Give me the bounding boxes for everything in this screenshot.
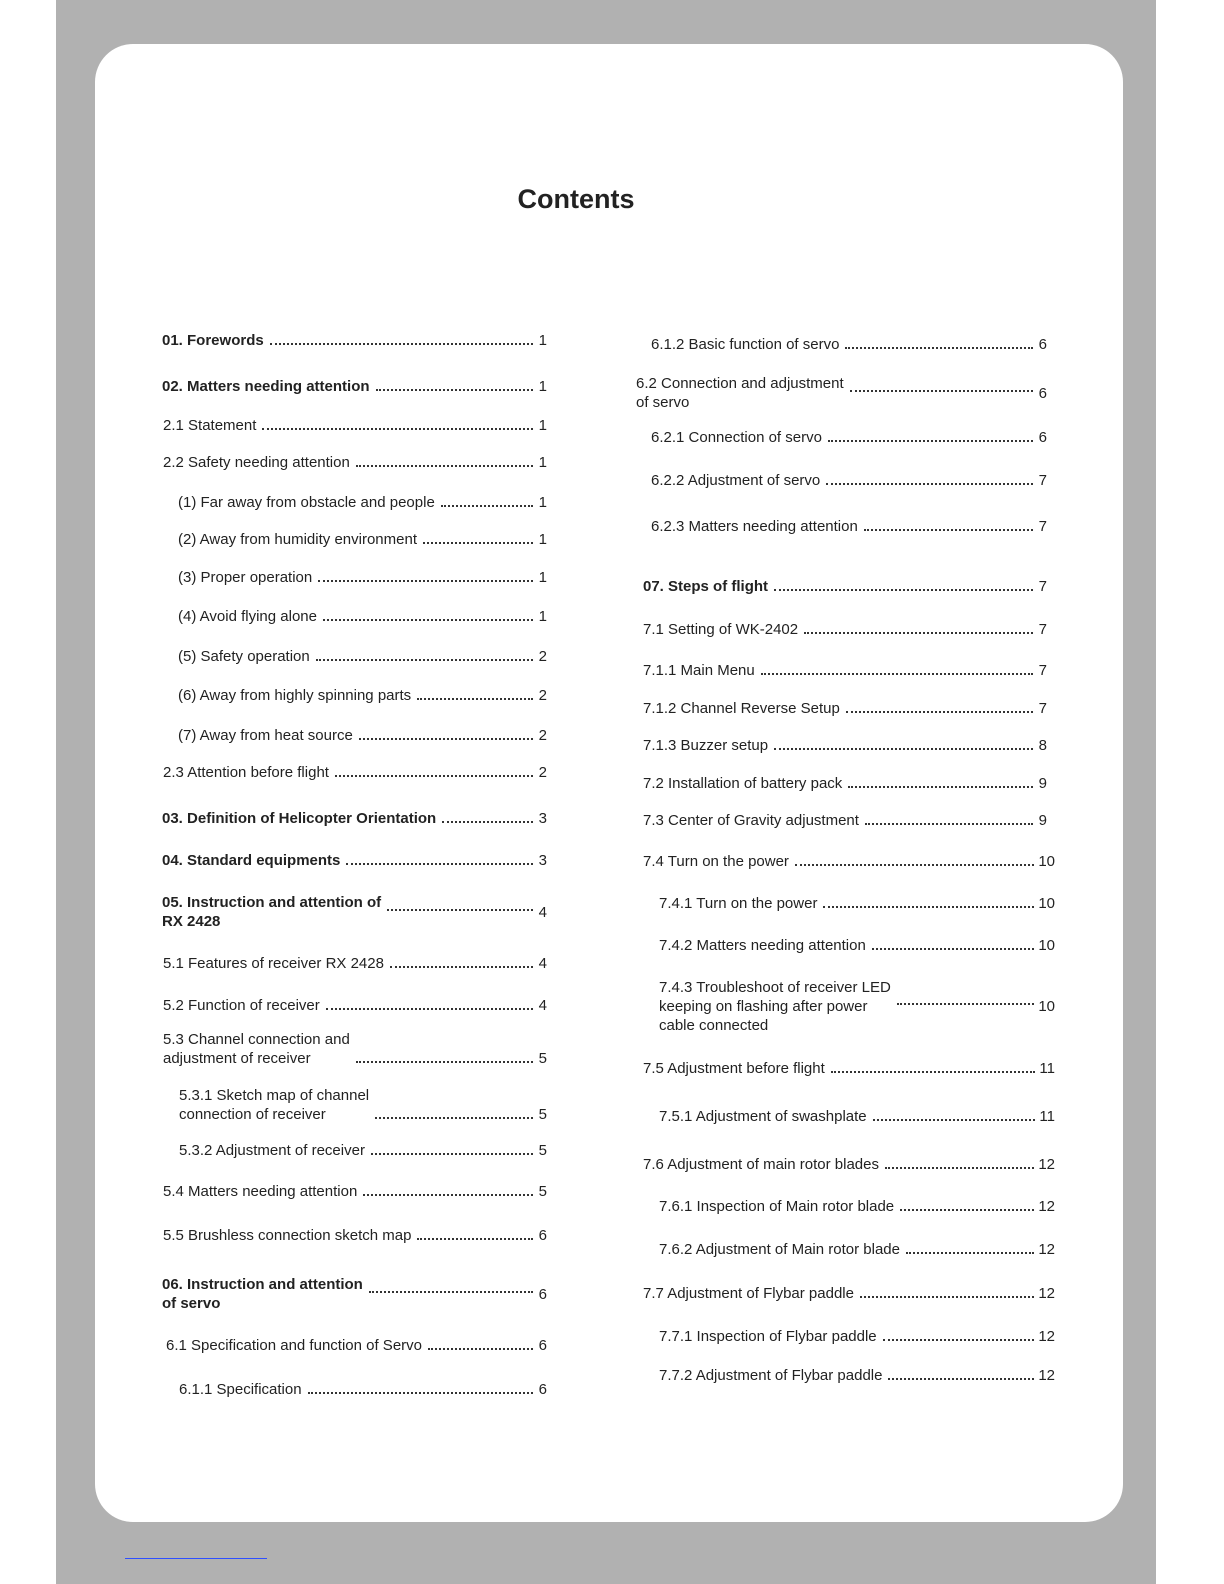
toc-entry[interactable] xyxy=(162,893,547,931)
toc-entry[interactable] xyxy=(162,331,547,350)
toc-label: 7.7 Adjustment of Flybar paddle xyxy=(643,1285,854,1302)
leader-dots xyxy=(888,1378,1034,1380)
toc-label: 05. Instruction and attention of RX 2428 xyxy=(162,894,382,930)
leader-dots xyxy=(375,1117,533,1119)
toc-label: 7.4.3 Troubleshoot of receiver LED keeping on flashing after power cable connected xyxy=(659,979,891,1034)
toc-entry[interactable] xyxy=(162,809,547,828)
toc-entry[interactable] xyxy=(163,1226,547,1245)
leader-dots xyxy=(883,1339,1035,1341)
toc-label: 6.2.3 Matters needing attention xyxy=(651,518,858,535)
toc-entry[interactable] xyxy=(659,1327,1055,1346)
leader-dots xyxy=(359,738,533,740)
toc-page-number: 6 xyxy=(1038,336,1047,353)
toc-label: 5.3.2 Adjustment of receiver xyxy=(179,1142,365,1159)
leader-dots xyxy=(441,505,533,507)
toc-page-number: 5 xyxy=(538,1142,547,1159)
leader-dots xyxy=(906,1252,1034,1254)
toc-page-number: 7 xyxy=(1038,472,1047,489)
leader-dots xyxy=(831,1071,1036,1073)
toc-entry[interactable] xyxy=(643,852,1055,871)
toc-entry[interactable] xyxy=(163,954,547,973)
toc-page-number: 11 xyxy=(1039,1108,1055,1125)
toc-page-number: 11 xyxy=(1039,1060,1055,1077)
toc-entry[interactable] xyxy=(643,1059,1055,1078)
toc-label: 01. Forewords xyxy=(162,332,264,349)
toc-label: 2.2 Safety needing attention xyxy=(163,454,350,471)
leader-dots xyxy=(369,1291,533,1293)
footer-link-underline[interactable] xyxy=(125,1558,267,1559)
toc-page-number: 12 xyxy=(1038,1328,1055,1345)
toc-entry[interactable] xyxy=(643,774,1047,793)
leader-dots xyxy=(371,1153,533,1155)
leader-dots xyxy=(318,580,533,582)
toc-entry[interactable] xyxy=(651,517,1047,536)
toc-page-number: 3 xyxy=(538,852,547,869)
leader-dots xyxy=(761,673,1033,675)
toc-label: 03. Definition of Helicopter Orientation xyxy=(162,810,437,827)
toc-entry[interactable] xyxy=(643,699,1047,718)
toc-label: 6.1 Specification and function of Servo xyxy=(166,1337,422,1354)
toc-label: 6.2 Connection and adjustment of servo xyxy=(636,375,844,411)
leader-dots xyxy=(848,786,1033,788)
toc-page-number: 9 xyxy=(1038,775,1047,792)
page-title: Contents xyxy=(517,184,635,214)
leader-dots xyxy=(390,966,533,968)
toc-page-number: 4 xyxy=(538,997,547,1014)
leader-dots xyxy=(900,1209,1034,1211)
toc-label: 7.7.1 Inspection of Flybar paddle xyxy=(659,1328,877,1345)
toc-label: 6.2.2 Adjustment of servo xyxy=(651,472,821,489)
toc-page-number: 7 xyxy=(1038,518,1047,535)
toc-entry[interactable] xyxy=(179,1141,547,1160)
toc-entry[interactable] xyxy=(643,1155,1055,1174)
leader-dots xyxy=(335,775,533,777)
toc-label: 7.1.3 Buzzer setup xyxy=(643,737,769,754)
toc-entry[interactable] xyxy=(651,471,1047,490)
toc-page-number: 10 xyxy=(1038,853,1055,870)
leader-dots xyxy=(346,863,533,865)
toc-page-number: 2 xyxy=(538,727,547,744)
toc-entry[interactable] xyxy=(643,1284,1055,1303)
toc-label: 7.2 Installation of battery pack xyxy=(643,775,843,792)
toc-entry[interactable] xyxy=(178,686,547,705)
toc-entry[interactable] xyxy=(163,416,547,435)
toc-page-number: 6 xyxy=(1038,384,1047,402)
toc-label: 5.3.1 Sketch map of channel connection of receiver xyxy=(179,1087,370,1123)
toc-label: (4) Avoid flying alone xyxy=(178,608,317,625)
leader-dots xyxy=(865,823,1033,825)
toc-label: (3) Proper operation xyxy=(178,569,313,586)
toc-entry[interactable] xyxy=(163,1030,547,1068)
leader-dots xyxy=(323,619,533,621)
leader-dots xyxy=(356,465,533,467)
toc-label: 7.4.2 Matters needing attention xyxy=(659,937,866,954)
toc-entry[interactable] xyxy=(643,577,1047,596)
leader-dots xyxy=(846,711,1033,713)
toc-label: 2.3 Attention before flight xyxy=(163,764,329,781)
leader-dots xyxy=(270,343,533,345)
toc-label: 5.4 Matters needing attention xyxy=(163,1183,358,1200)
toc-label: 5.3 Channel connection and adjustment of receiver xyxy=(163,1031,350,1067)
toc-page-number: 7 xyxy=(1038,662,1047,679)
toc-page-number: 12 xyxy=(1038,1241,1055,1258)
toc-entry[interactable] xyxy=(643,620,1047,639)
toc-entry[interactable] xyxy=(659,1240,1055,1259)
leader-dots xyxy=(326,1008,533,1010)
leader-dots xyxy=(308,1392,533,1394)
toc-entry[interactable] xyxy=(178,568,547,587)
toc-entry[interactable] xyxy=(659,978,1055,1035)
toc-entry[interactable] xyxy=(659,1197,1055,1216)
toc-entry[interactable] xyxy=(651,335,1047,354)
toc-page-number: 1 xyxy=(538,454,547,471)
toc-page-number: 5 xyxy=(538,1183,547,1200)
toc-page-number: 6 xyxy=(538,1285,547,1303)
leader-dots xyxy=(804,632,1033,634)
leader-dots xyxy=(897,1003,1035,1005)
leader-dots xyxy=(376,389,533,391)
toc-entry[interactable] xyxy=(179,1380,547,1399)
toc-label: 7.6.1 Inspection of Main rotor blade xyxy=(659,1198,895,1215)
toc-page-number: 2 xyxy=(538,648,547,665)
toc-entry[interactable] xyxy=(178,726,547,745)
toc-label: (2) Away from humidity environment xyxy=(178,531,417,548)
toc-label: 7.1.2 Channel Reverse Setup xyxy=(643,700,840,717)
leader-dots xyxy=(823,906,1034,908)
toc-page-number: 2 xyxy=(538,764,547,781)
toc-label: 5.1 Features of receiver RX 2428 xyxy=(163,955,384,972)
leader-dots xyxy=(417,698,533,700)
toc-page-number: 1 xyxy=(538,531,547,548)
toc-page-number: 6 xyxy=(1038,429,1047,446)
toc-page-number: 7 xyxy=(1038,621,1047,638)
toc-page-number: 10 xyxy=(1038,998,1055,1015)
leader-dots xyxy=(316,659,533,661)
toc-page-number: 2 xyxy=(538,687,547,704)
toc-page-number: 12 xyxy=(1038,1198,1055,1215)
leader-dots xyxy=(828,440,1033,442)
leader-dots xyxy=(262,428,533,430)
leader-dots xyxy=(795,864,1034,866)
toc-page-number: 6 xyxy=(538,1227,547,1244)
toc-label: 5.2 Function of receiver xyxy=(163,997,320,1014)
toc-page-number: 12 xyxy=(1038,1367,1055,1384)
toc-label: 02. Matters needing attention xyxy=(162,378,370,395)
toc-label: 7.5 Adjustment before flight xyxy=(643,1060,825,1077)
toc-entry[interactable] xyxy=(659,1366,1055,1385)
toc-label: 7.5.1 Adjustment of swashplate xyxy=(659,1108,867,1125)
toc-entry[interactable] xyxy=(636,374,1047,412)
leader-dots xyxy=(864,529,1033,531)
toc-label: 6.1.1 Specification xyxy=(179,1381,302,1398)
toc-label: 7.3 Center of Gravity adjustment xyxy=(643,812,859,829)
toc-page-number: 8 xyxy=(1038,737,1047,754)
toc-page-number: 1 xyxy=(538,569,547,586)
toc-entry[interactable] xyxy=(162,851,547,870)
toc-label: 7.7.2 Adjustment of Flybar paddle xyxy=(659,1367,883,1384)
toc-entry[interactable] xyxy=(178,530,547,549)
toc-page-number: 12 xyxy=(1038,1285,1055,1302)
leader-dots xyxy=(356,1061,533,1063)
toc-entry[interactable] xyxy=(643,811,1047,830)
toc-entry[interactable] xyxy=(162,377,547,396)
toc-page-number: 1 xyxy=(538,378,547,395)
toc-label: 2.1 Statement xyxy=(163,417,257,434)
leader-dots xyxy=(363,1194,533,1196)
leader-dots xyxy=(387,909,533,911)
toc-label: (6) Away from highly spinning parts xyxy=(178,687,412,704)
toc-entry[interactable] xyxy=(163,763,547,782)
toc-page-number: 6 xyxy=(538,1337,547,1354)
toc-entry[interactable] xyxy=(166,1336,547,1355)
leader-dots xyxy=(885,1167,1034,1169)
toc-page-number: 5 xyxy=(538,1106,547,1123)
toc-page-number: 3 xyxy=(538,810,547,827)
toc-page-number: 7 xyxy=(1038,578,1047,595)
toc-label: 7.6.2 Adjustment of Main rotor blade xyxy=(659,1241,900,1258)
toc-entry[interactable] xyxy=(651,428,1047,447)
toc-label: 7.4.1 Turn on the power xyxy=(659,895,818,912)
leader-dots xyxy=(826,483,1033,485)
toc-page-number: 6 xyxy=(538,1381,547,1398)
toc-label: 6.1.2 Basic function of servo xyxy=(651,336,840,353)
toc-label: 7.6 Adjustment of main rotor blades xyxy=(643,1156,879,1173)
toc-entry[interactable] xyxy=(643,736,1047,755)
leader-dots xyxy=(873,1119,1036,1121)
toc-label: 7.1.1 Main Menu xyxy=(643,662,755,679)
leader-dots xyxy=(872,948,1035,950)
leader-dots xyxy=(845,347,1033,349)
leader-dots xyxy=(774,589,1033,591)
leader-dots xyxy=(850,390,1033,392)
toc-label: (7) Away from heat source xyxy=(178,727,353,744)
toc-entry[interactable] xyxy=(178,493,547,512)
toc-entry[interactable] xyxy=(163,996,547,1015)
toc-page-number: 1 xyxy=(538,608,547,625)
toc-entry[interactable] xyxy=(659,894,1055,913)
leader-dots xyxy=(860,1296,1034,1298)
toc-page-number: 1 xyxy=(538,417,547,434)
toc-entry[interactable] xyxy=(178,647,547,666)
leader-dots xyxy=(774,748,1033,750)
toc-entry[interactable] xyxy=(659,936,1055,955)
leader-dots xyxy=(417,1238,533,1240)
toc-page-number: 1 xyxy=(538,332,547,349)
toc-page-number: 4 xyxy=(538,903,547,921)
leader-dots xyxy=(423,542,533,544)
toc-page-number: 7 xyxy=(1038,700,1047,717)
toc-label: 04. Standard equipments xyxy=(162,852,341,869)
toc-page-number: 10 xyxy=(1038,895,1055,912)
toc-entry[interactable] xyxy=(178,607,547,626)
toc-entry[interactable] xyxy=(163,1182,547,1201)
toc-label: 7.4 Turn on the power xyxy=(643,853,789,870)
leader-dots xyxy=(442,821,533,823)
toc-label: 7.1 Setting of WK-2402 xyxy=(643,621,799,638)
toc-entry[interactable] xyxy=(659,1107,1055,1126)
toc-page-number: 10 xyxy=(1038,937,1055,954)
toc-page-number: 1 xyxy=(538,494,547,511)
toc-page-number: 12 xyxy=(1038,1156,1055,1173)
toc-page-number: 4 xyxy=(538,955,547,972)
toc-entry[interactable] xyxy=(163,453,547,472)
toc-label: 5.5 Brushless connection sketch map xyxy=(163,1227,412,1244)
toc-label: 6.2.1 Connection of servo xyxy=(651,429,822,446)
toc-entry[interactable] xyxy=(643,661,1047,680)
toc-entry[interactable] xyxy=(162,1275,547,1313)
toc-entry[interactable] xyxy=(179,1086,547,1124)
toc-page-number: 9 xyxy=(1038,812,1047,829)
leader-dots xyxy=(428,1348,533,1350)
toc-label: (1) Far away from obstacle and people xyxy=(178,494,435,511)
toc-label: 07. Steps of flight xyxy=(643,578,769,595)
toc-page-number: 5 xyxy=(538,1050,547,1067)
toc-label: 06. Instruction and attention of servo xyxy=(162,1276,363,1312)
toc-label: (5) Safety operation xyxy=(178,648,310,665)
